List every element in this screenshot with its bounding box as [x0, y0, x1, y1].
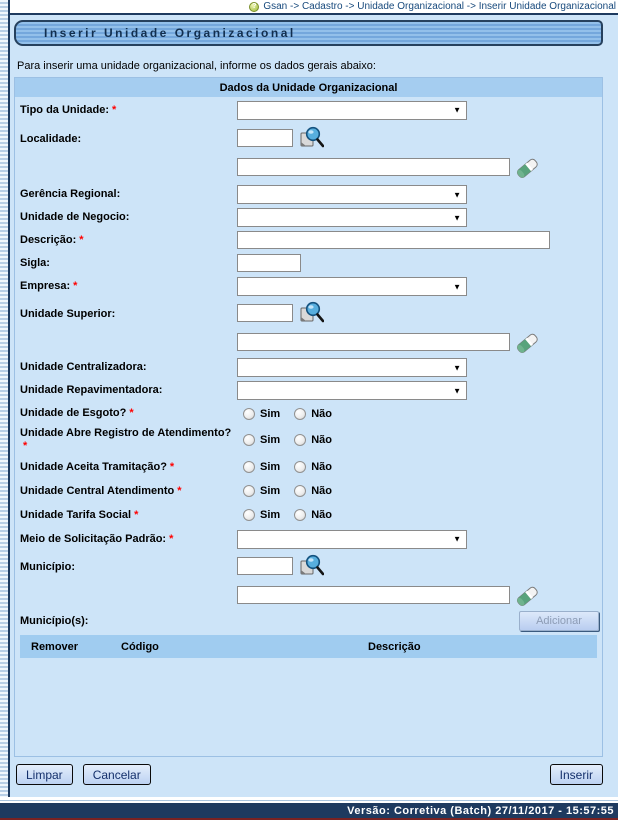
unidade-superior-search-button[interactable] [298, 300, 324, 326]
limpar-button[interactable]: Limpar [16, 764, 73, 785]
unidade-central-atendimento-label: Unidade Central Atendimento [20, 484, 175, 497]
chevron-down-icon: ▼ [453, 105, 461, 115]
sim-label: Sim [260, 461, 281, 473]
chevron-down-icon: ▼ [453, 363, 461, 372]
page-title-bar [14, 20, 603, 46]
municipio-nome-field [237, 586, 510, 604]
gerencia-regional-label: Gerência Regional: [20, 188, 121, 200]
chevron-down-icon: ▼ [453, 213, 461, 222]
inserir-button[interactable]: Inserir [550, 764, 603, 785]
help-icon[interactable]: ? [249, 2, 259, 12]
version-footer [0, 803, 618, 818]
central-atendimento-sim-radio[interactable] [243, 485, 255, 497]
field-unidade-negocio [15, 206, 602, 229]
unidade-repavimentadora-select[interactable] [237, 381, 467, 400]
main-content [10, 15, 618, 797]
footer-gap-line [0, 800, 618, 801]
field-unidade-centralizadora [15, 356, 602, 379]
required-marker: * [112, 103, 117, 116]
tipo-unidade-label: Tipo da Unidade: [20, 103, 110, 116]
field-unidade-esgoto [15, 402, 602, 425]
col-codigo: Código [121, 640, 159, 653]
descricao-label: Descrição: [20, 233, 77, 246]
unidade-tarifa-social-label: Unidade Tarifa Social [20, 508, 132, 521]
localidade-codigo-input[interactable] [237, 129, 293, 147]
localidade-label: Localidade: [20, 133, 82, 145]
magnifier-icon [298, 125, 324, 151]
nao-label: Não [311, 407, 332, 420]
unidade-abre-registro-radio-group [243, 434, 346, 446]
abre-registro-nao-radio[interactable] [294, 434, 306, 446]
eraser-icon [515, 582, 541, 608]
left-rail [0, 0, 8, 797]
required-marker: * [79, 233, 84, 246]
esgoto-nao-radio[interactable] [294, 408, 306, 420]
meio-solicitacao-select[interactable] [237, 530, 467, 549]
field-gerencia-regional [15, 183, 602, 206]
empresa-select[interactable] [237, 277, 467, 296]
field-sigla [15, 251, 602, 275]
empresa-label: Empresa: [20, 280, 71, 292]
required-marker: * [129, 407, 134, 419]
sim-label: Sim [260, 407, 281, 420]
nao-label: Não [311, 461, 332, 473]
localidade-clear-button[interactable] [515, 154, 541, 180]
field-meio-solicitacao [15, 527, 602, 551]
chevron-down-icon: ▼ [453, 534, 461, 544]
nao-label: Não [311, 509, 332, 521]
gerencia-regional-select[interactable] [237, 185, 467, 204]
version-text: Versão: Corretiva (Batch) 27/11/2017 - 15:57:55 [347, 804, 614, 817]
municipios-table-body [15, 658, 602, 757]
localidade-nome-field [237, 158, 510, 176]
eraser-icon [515, 154, 541, 180]
municipios-table-header [20, 635, 597, 658]
col-descricao: Descrição [368, 640, 421, 653]
aceita-tramitacao-nao-radio[interactable] [294, 461, 306, 473]
sim-label: Sim [260, 485, 281, 497]
unidade-tarifa-social-radio-group [243, 509, 346, 521]
municipio-label: Município: [20, 561, 75, 573]
tarifa-social-sim-radio[interactable] [243, 509, 255, 521]
section-header: Dados da Unidade Organizacional [15, 78, 602, 97]
page-title: Inserir Unidade Organizacional [44, 26, 296, 40]
unidade-superior-label: Unidade Superior: [20, 308, 116, 320]
unidade-negocio-label: Unidade de Negocio: [20, 211, 130, 223]
chevron-down-icon: ▼ [453, 190, 461, 199]
nao-label: Não [311, 485, 332, 497]
chevron-down-icon: ▼ [453, 386, 461, 395]
unidade-esgoto-label: Unidade de Esgoto? [20, 407, 127, 419]
field-localidade [15, 123, 602, 183]
meio-solicitacao-label: Meio de Solicitação Padrão: [20, 532, 167, 545]
unidade-repavimentadora-label: Unidade Repavimentadora: [20, 384, 163, 396]
sim-label: Sim [260, 434, 281, 446]
unidade-superior-codigo-input[interactable] [237, 304, 293, 322]
action-bar [16, 764, 603, 785]
descricao-input[interactable] [237, 231, 550, 249]
field-unidade-tarifa-social [15, 503, 602, 527]
unidade-superior-clear-button[interactable] [515, 329, 541, 355]
tarifa-social-nao-radio[interactable] [294, 509, 306, 521]
magnifier-icon [298, 553, 324, 579]
breadcrumb[interactable]: Gsan -> Cadastro -> Unidade Organizacional -> Inserir Unidade Organizacional [263, 1, 616, 12]
field-descricao [15, 229, 602, 251]
esgoto-sim-radio[interactable] [243, 408, 255, 420]
cancelar-button[interactable]: Cancelar [83, 764, 151, 785]
field-tipo-da-unidade [15, 97, 602, 123]
sigla-input[interactable] [237, 254, 301, 272]
nao-label: Não [311, 434, 332, 446]
required-marker: * [23, 440, 28, 452]
sim-label: Sim [260, 509, 281, 521]
municipio-clear-button[interactable] [515, 582, 541, 608]
required-marker: * [134, 508, 139, 521]
field-empresa [15, 275, 602, 298]
unidade-aceita-tramitacao-label: Unidade Aceita Tramitação? [20, 460, 167, 473]
municipio-search-button[interactable] [298, 553, 324, 579]
localidade-search-button[interactable] [298, 125, 324, 151]
sigla-label: Sigla: [20, 256, 50, 269]
unidade-centralizadora-select[interactable] [237, 358, 467, 377]
aceita-tramitacao-sim-radio[interactable] [243, 461, 255, 473]
central-atendimento-nao-radio[interactable] [294, 485, 306, 497]
required-marker: * [73, 280, 78, 292]
col-remover: Remover [31, 640, 79, 653]
unidade-centralizadora-label: Unidade Centralizadora: [20, 361, 147, 373]
municipios-label: Município(s): [20, 614, 89, 627]
instruction-text: Para inserir uma unidade organizacional, informe os dados gerais abaixo: [17, 60, 376, 72]
field-unidade-central-atendimento [15, 479, 602, 503]
chevron-down-icon: ▼ [453, 282, 461, 291]
unidade-abre-registro-label: Unidade Abre Registro de Atendimento? [20, 427, 232, 439]
breadcrumb-bar [10, 0, 618, 13]
magnifier-icon [298, 300, 324, 326]
municipio-codigo-input [237, 557, 293, 575]
form-panel [14, 77, 603, 757]
unidade-esgoto-radio-group [243, 408, 346, 420]
unidade-negocio-select[interactable] [237, 208, 467, 227]
required-marker: * [169, 460, 175, 473]
required-marker: * [169, 532, 174, 545]
tipo-unidade-select[interactable] [237, 101, 467, 120]
field-municipio [15, 551, 602, 609]
field-unidade-superior [15, 298, 602, 356]
required-marker: * [177, 484, 182, 497]
adicionar-button[interactable]: Adicionar [519, 611, 599, 631]
unidade-central-atendimento-radio-group [243, 485, 346, 497]
field-unidade-aceita-tramitacao [15, 455, 602, 479]
field-unidade-repavimentadora [15, 379, 602, 402]
unidade-aceita-tramitacao-radio-group [243, 461, 346, 473]
unidade-superior-nome-field [237, 333, 510, 351]
abre-registro-sim-radio[interactable] [243, 434, 255, 446]
field-unidade-abre-registro [15, 425, 602, 455]
eraser-icon [515, 329, 541, 355]
field-municipios [15, 609, 602, 633]
